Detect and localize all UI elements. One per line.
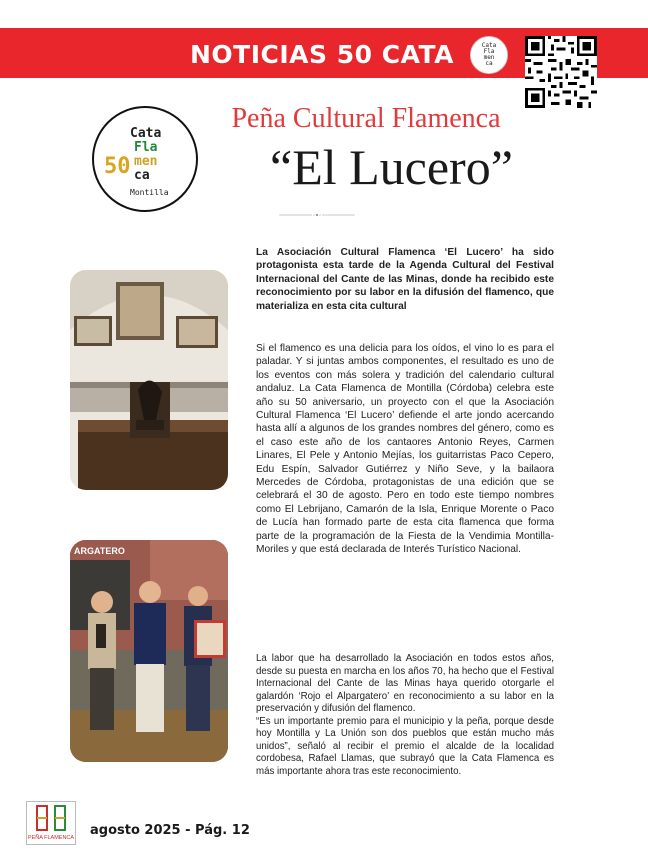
article-lead: La Asociación Cultural Flamenca ‘El Lucero’ ha sido protagonista esta tarde de la Agenda Cultural del Festival Internacional del Cante de las Minas, donde ha recibido este reconocimiento por su labor en la difusión del flamenco, que materializa en esta cita cultural <box>256 247 554 312</box>
cata-small-logo <box>470 36 508 74</box>
footer-logo-text: PEÑA FLAMENCA <box>27 835 75 841</box>
article-body: Si el flamenco es una delicia para los oídos, el vino lo es para el paladar. Y si juntas ambos componentes, el resultado es uno de los eventos con más solera y tradición del calendario cultural andaluz. La Cata Flamenca de Montilla (Córdoba) celebra este año su 50 aniversario, un proyecto con el que la Asociación Cultural Flamenca ‘El Lucero’ defiende el arte jondo acercando hasta allí a algunos de los grandes nombres del género, como es el caso este año de los cantaores Antonio Reyes, Carmen Linares, El Pele y Antonio Mejías, los guitarristas Paco Cepero, Edu Espín, Salvador Gutiérrez y Niño Seve, y la bailaora Mercedes de Córdoba, protagonistas de una edición que se celebrará el 30 de agosto. Pero en todo este tiempo nombres como El Lebrijano, Camarón de la Isla, Enrique Morente o Paco de Lucía han formado parte de esta cita flamenca que forma parte de la programación de la Fiesta de la Vendimia Montilla-Moriles y que está declarada de Interés Turístico Nacional. <box>256 343 554 556</box>
qr-code-icon[interactable] <box>525 36 597 108</box>
header-title: NOTICIAS 50 CATA <box>190 40 454 69</box>
small-logo-line: ca <box>485 60 493 67</box>
award-trophy-photo <box>70 270 228 490</box>
logo-town: Montilla <box>130 188 169 197</box>
logo-line: ca <box>134 168 150 183</box>
pena-flamenca-footer-logo <box>26 801 76 845</box>
logo-number: 50 <box>104 154 131 179</box>
award-ceremony-photo <box>70 540 228 762</box>
photo-sign-text: ARGATERO <box>74 546 125 556</box>
small-logo-line: men <box>483 54 495 61</box>
article-body-continued <box>256 653 554 778</box>
small-logo-line: Cata <box>481 42 497 49</box>
logo-line: men <box>134 154 158 169</box>
logo-line: Cata <box>130 126 162 141</box>
heading-subtitle: Peña Cultural Flamenca <box>231 103 501 134</box>
article-paragraph: “Es un importante premio para el municipio y la peña, porque desde hoy Montilla y La Unión son dos pueblos que están mucho más unidos”, señaló al recibir el premio el alcalde de la localidad cordobesa, Rafael Llamas, que subrayó que la Cata Flamenca es más importante ahora tras este reconocimiento. <box>256 715 554 777</box>
page-number: agosto 2025 - Pág. 12 <box>90 823 250 838</box>
small-logo-line: Fla <box>483 48 495 55</box>
ornament-divider <box>204 214 430 216</box>
logo-line: Fla <box>134 140 158 155</box>
cata-flamenca-logo <box>92 106 198 212</box>
article-paragraph: La labor que ha desarrollado la Asociación en todos estos años, desde su puesta en marcha en los años 70, ha hecho que el Festival Internacional del Cante de las Minas haya querido otorgarle el galardón ‘Rojo el Alpargatero’ en reconocimiento a su labor en la preservación y difusión del flamenco. <box>256 653 554 714</box>
heading-title: “El Lucero” <box>270 139 513 195</box>
